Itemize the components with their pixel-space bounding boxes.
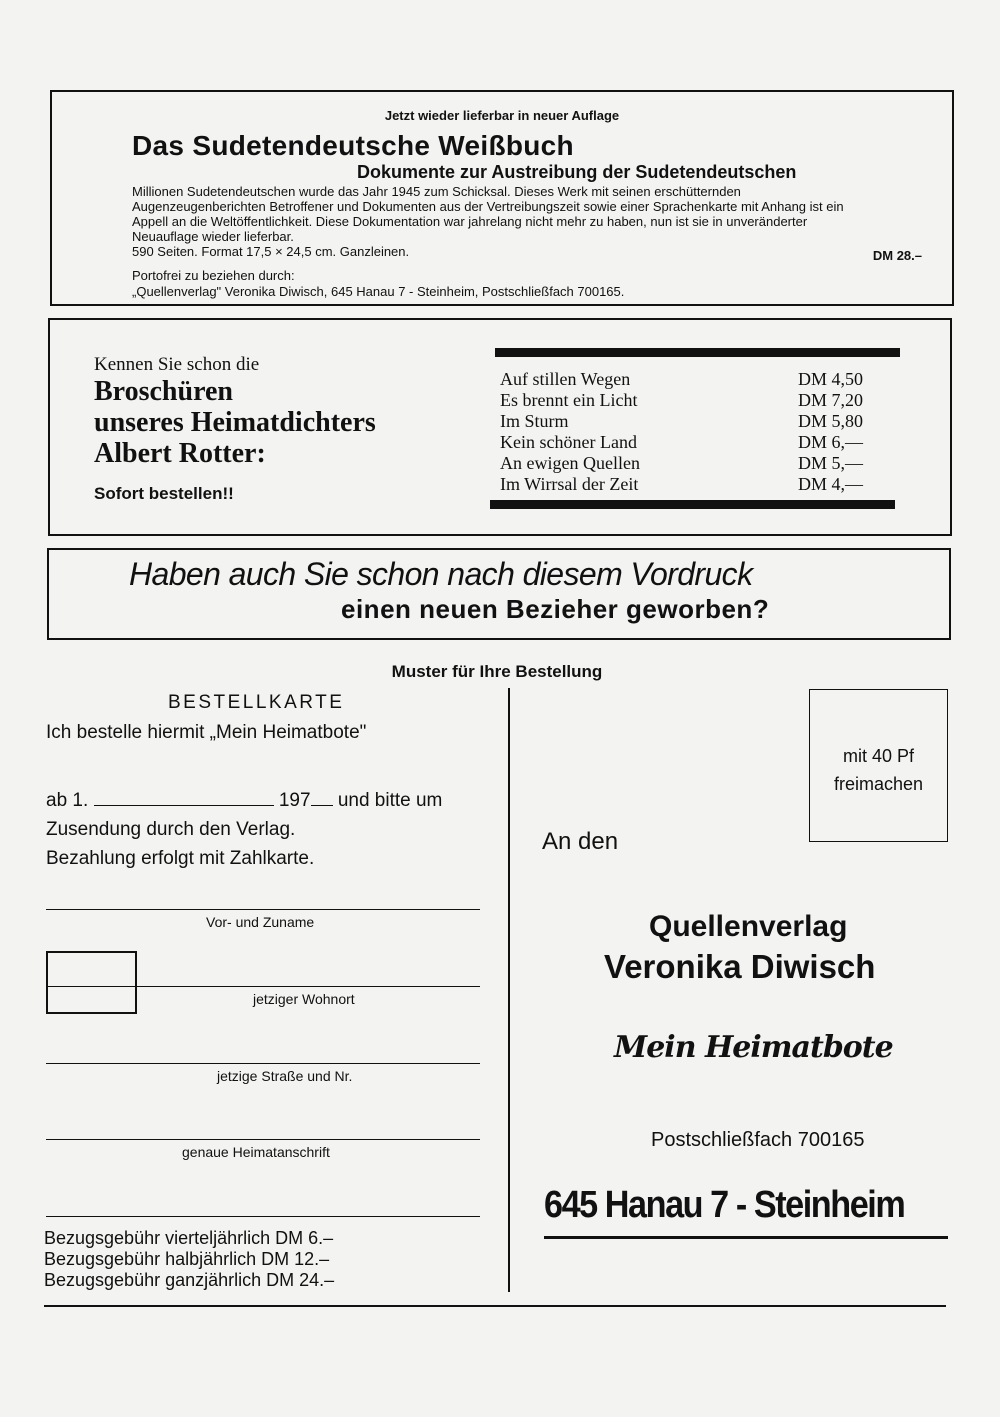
stamp-line-1: mit 40 Pf: [842, 746, 915, 766]
weissbuch-body: [132, 184, 872, 259]
name-field-label: Vor- und Zuname: [206, 914, 315, 930]
weissbuch-order-line2: „Quellenverlag" Veronika Diwisch, 645 Hanau 7 - Steinheim, Postschließfach 700165.: [132, 284, 625, 299]
weissbuch-subtitle: Dokumente zur Austreibung der Sudetendeutschen: [357, 162, 797, 182]
city-underline: [544, 1236, 948, 1239]
rotter-intro: Kennen Sie schon die: [94, 354, 260, 375]
start-date-prefix: ab 1.: [46, 790, 89, 811]
divider-bar: [490, 500, 895, 509]
card-title: BESTELLKARTE: [168, 692, 345, 713]
publisher-name-1: Quellenverlag: [649, 910, 848, 943]
name-field[interactable]: [46, 909, 480, 910]
book-price: DM 6,—: [798, 432, 864, 452]
list-item: [500, 390, 880, 411]
weissbuch-order-line1: Portofrei zu beziehen durch:: [132, 268, 295, 283]
rotter-heading-3: Albert Rotter:: [94, 438, 266, 469]
list-item: [500, 453, 880, 474]
rotter-heading-1: Broschüren: [94, 376, 233, 407]
fee-list: [44, 1228, 334, 1291]
start-month-field[interactable]: [94, 790, 274, 806]
book-title: Es brennt ein Licht: [500, 390, 638, 410]
card-divider: [508, 688, 510, 1292]
stamp-box: [809, 689, 948, 842]
home-address-field[interactable]: [46, 1139, 480, 1140]
recruit-line-1: Haben auch Sie schon nach diesem Vordruck: [129, 556, 753, 592]
weissbuch-format: 590 Seiten. Format 17,5 × 24,5 cm. Ganzleinen.: [132, 244, 410, 259]
book-title: Im Wirrsal der Zeit: [500, 474, 639, 494]
extra-field[interactable]: [46, 1216, 480, 1217]
start-year-prefix: 197: [278, 790, 311, 811]
list-item: [500, 432, 880, 453]
list-item: [500, 474, 880, 495]
book-price: DM 5,—: [798, 453, 864, 473]
bottom-rule: [44, 1305, 946, 1307]
checkbox[interactable]: [46, 951, 137, 1014]
po-box: Postschließfach 700165: [651, 1129, 865, 1151]
weissbuch-order-info: [132, 268, 624, 300]
fee-half-yearly: Bezugsgebühr halbjährlich DM 12.–: [44, 1249, 330, 1269]
rotter-cta: Sofort bestellen!!: [94, 484, 234, 503]
order-heading: Muster für Ihre Bestellung: [391, 662, 603, 681]
order-statement: Ich bestelle hiermit „Mein Heimatbote": [46, 722, 367, 743]
book-list: [500, 369, 880, 495]
book-title: An ewigen Quellen: [500, 453, 640, 473]
weissbuch-kicker: Jetzt wieder lieferbar in neuer Auflage: [384, 108, 620, 123]
weissbuch-price: DM 28.–: [872, 248, 922, 263]
book-price: DM 4,50: [798, 369, 864, 389]
weissbuch-description: Millionen Sudetendeutschen wurde das Jahr 1945 zum Schicksal. Dieses Werk mit seinen erschütternden Augenzeugenberichten Betroffener und Dokumenten aus der Vertreibungszeit sowie einer Sprachenkarte mit Anhang ist ein Appell an die Weltöffentlichkeit. Diese Dokumentation war jahrelang nicht mehr zu haben, nun ist sie in unveränderter Neuauflage wieder lieferbar.: [132, 184, 844, 244]
start-year-field[interactable]: [311, 790, 333, 806]
weissbuch-ad: [50, 90, 954, 306]
delivery-note: Zusendung durch den Verlag.: [46, 819, 296, 840]
address-to: An den: [542, 828, 619, 855]
list-item: [500, 411, 880, 432]
magazine-logo: Mein Heimatbote: [614, 1030, 893, 1065]
home-address-field-label: genaue Heimatanschrift: [182, 1144, 330, 1160]
divider-bar: [495, 348, 900, 357]
list-item: [500, 369, 880, 390]
stamp-line-2: freimachen: [833, 774, 924, 794]
residence-field[interactable]: [46, 986, 480, 987]
rotter-ad: [48, 318, 952, 536]
weissbuch-title: Das Sudetendeutsche Weißbuch: [132, 130, 574, 161]
book-title: Auf stillen Wegen: [500, 369, 631, 389]
book-price: DM 4,—: [798, 474, 864, 494]
residence-field-label: jetziger Wohnort: [253, 991, 355, 1007]
book-title: Im Sturm: [500, 411, 569, 431]
city-address: 645 Hanau 7 - Steinheim: [544, 1184, 905, 1226]
street-field-label: jetzige Straße und Nr.: [217, 1068, 353, 1084]
book-price: DM 7,20: [798, 390, 864, 410]
start-date-line: [46, 790, 442, 812]
fee-yearly: Bezugsgebühr ganzjährlich DM 24.–: [44, 1270, 335, 1290]
recruit-line-2: einen neuen Bezieher geworben?: [341, 594, 770, 624]
fee-quarterly: Bezugsgebühr vierteljährlich DM 6.–: [44, 1228, 334, 1248]
start-date-suffix: und bitte um: [337, 790, 443, 811]
rotter-heading-2: unseres Heimatdichters: [94, 407, 376, 438]
publisher-name-2: Veronika Diwisch: [604, 948, 876, 985]
book-title: Kein schöner Land: [500, 432, 637, 452]
book-price: DM 5,80: [798, 411, 864, 431]
recruit-box: [47, 548, 951, 640]
payment-note: Bezahlung erfolgt mit Zahlkarte.: [46, 848, 315, 869]
street-field[interactable]: [46, 1063, 480, 1064]
